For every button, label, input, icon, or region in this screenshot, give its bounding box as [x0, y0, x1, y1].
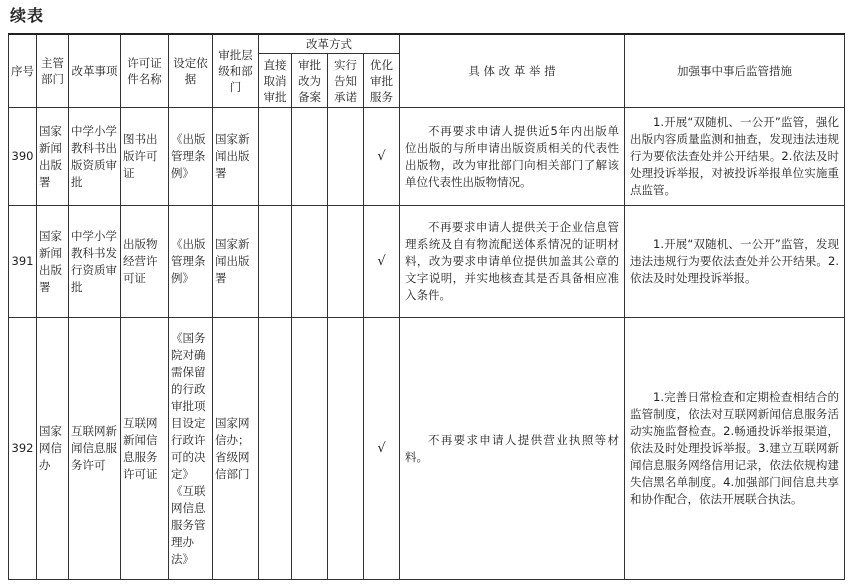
- header-row-1: [9, 34, 845, 54]
- row-reform-cancel: [259, 108, 292, 206]
- row-seq: 390: [9, 108, 37, 206]
- row-supervision: 1.开展“双随机、一公开”监管，发现违法违规行为要依法查处并公开结果。2.依法及时处理投诉举报。: [625, 206, 845, 318]
- header-reform-filing: 审批改为备案: [292, 54, 328, 108]
- header-dept: 主管部门: [37, 34, 69, 108]
- row-supervision: 1.开展“双随机、一公开”监管，强化出版内容质量监测和抽查，发现违法违规行为要依法查处并公开结果。2.依法及时处理投诉举报，对被投诉举报单位实施重点监管。: [625, 108, 845, 206]
- row-dept: 国家新闻出版署: [37, 206, 69, 318]
- header-reform-optimize: 优化审批服务: [364, 54, 400, 108]
- row-reform-filing: [292, 318, 328, 580]
- row-cert: 互联网新闻信息服务许可证: [121, 318, 169, 580]
- row-cert: 图书出版许可证: [121, 108, 169, 206]
- header-reform-notify: 实行告知承诺: [328, 54, 364, 108]
- row-reform-optimize: √: [364, 108, 400, 206]
- row-dept: 国家网信办: [37, 318, 69, 580]
- header-reform-group: 改革方式: [259, 34, 400, 54]
- row-measures: 不再要求申请人提供关于企业信息管理系统及自有物流配送体系情况的证明材料，改为要求申请单位提供加盖其公章的文字说明，并实地核查其是否具备相应准入条件。: [400, 206, 625, 318]
- row-measures: 不再要求申请人提供近5年内出版单位出版的与所申请出版资质相关的代表性出版物，改为审批部门向相关部门了解该单位代表性出版物情况。: [400, 108, 625, 206]
- row-measures: 不再要求申请人提供营业执照等材料。: [400, 318, 625, 580]
- row-seq: 392: [9, 318, 37, 580]
- header-basis: 设定依据: [169, 34, 213, 108]
- row-basis: 《国务院对确需保留的行政审批项目设定行政许可的决定》《互联网信息服务管理办法》: [169, 318, 213, 580]
- row-reform-notify: [328, 318, 364, 580]
- row-reform-cancel: [259, 318, 292, 580]
- row-reform-filing: [292, 108, 328, 206]
- row-item: 互联网新闻信息服务许可: [69, 318, 121, 580]
- header-level: 审批层级和部门: [213, 34, 259, 108]
- row-reform-optimize: √: [364, 206, 400, 318]
- header-item: 改革事项: [69, 34, 121, 108]
- reform-measures-table: [8, 33, 845, 580]
- row-supervision: 1.完善日常检查和定期检查相结合的监管制度，依法对互联网新闻信息服务活动实施监督检查。2.畅通投诉举报渠道，依法及时处理投诉举报。3.建立互联网新闻信息服务网络信用记录，依法依规构建失信黑名单制度。4.加强部门间信息共享和协作配合，依法开展联合执法。: [625, 318, 845, 580]
- row-reform-cancel: [259, 206, 292, 318]
- row-level: 国家新闻出版署: [213, 108, 259, 206]
- row-cert: 出版物经营许可证: [121, 206, 169, 318]
- row-basis: 《出版管理条例》: [169, 206, 213, 318]
- row-dept: 国家新闻出版署: [37, 108, 69, 206]
- header-measures: 具 体 改 革 举 措: [400, 34, 625, 108]
- row-seq: 391: [9, 206, 37, 318]
- header-seq: 序号: [9, 34, 37, 108]
- continued-table-label: 续表: [10, 6, 45, 25]
- row-level: 国家网信办；省级网信部门: [213, 318, 259, 580]
- header-cert: 许可证件名称: [121, 34, 169, 108]
- row-level: 国家新闻出版署: [213, 206, 259, 318]
- table-row: [9, 318, 845, 580]
- row-reform-optimize: √: [364, 318, 400, 580]
- table-row: [9, 206, 845, 318]
- row-reform-notify: [328, 206, 364, 318]
- row-reform-filing: [292, 206, 328, 318]
- row-item: 中学小学教科书出版资质审批: [69, 108, 121, 206]
- row-reform-notify: [328, 108, 364, 206]
- row-item: 中学小学教科书发行资质审批: [69, 206, 121, 318]
- row-basis: 《出版管理条例》: [169, 108, 213, 206]
- table-row: [9, 108, 845, 206]
- header-supervision: 加强事中事后监管措施: [625, 34, 845, 108]
- header-reform-cancel: 直接取消审批: [259, 54, 292, 108]
